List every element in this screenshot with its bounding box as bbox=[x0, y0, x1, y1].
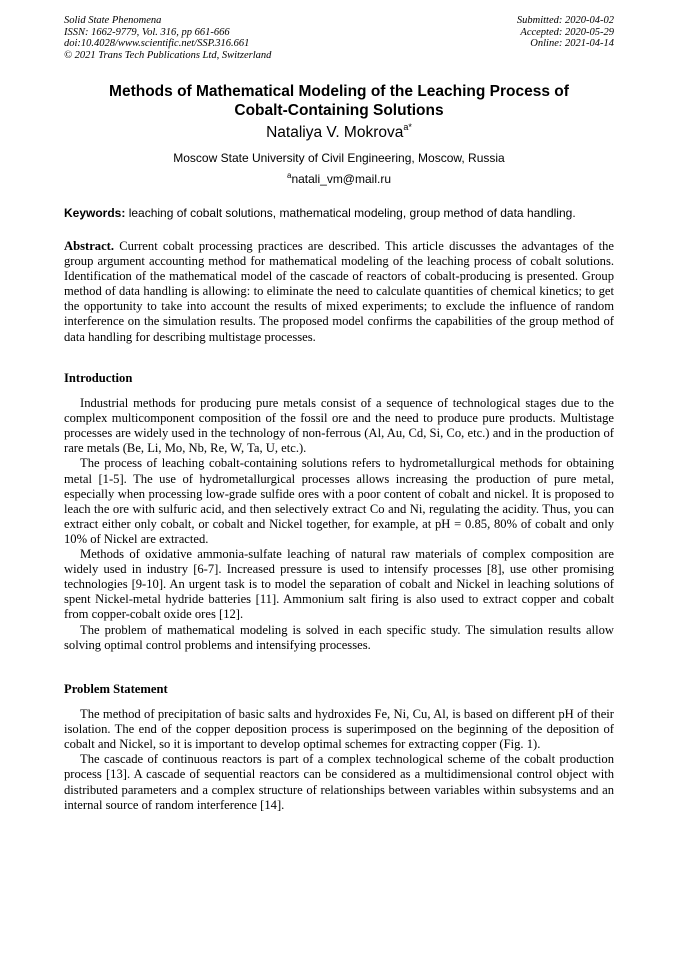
paragraph: The process of leaching cobalt-containing solutions refers to hydrometallurgical methods for obtaining metal [1-5]. The use of hydrometallurgical processes allows increasing the production of pure metal, especially when processing low-grade sulfide ores with a poor content of cobalt and nickel. It is proposed to leach the ore with sulfuric acid, and then selectively extract Co and Ni, regulating the acidity. Thus, you can extract either only cobalt, or cobalt and Nickel together, for example, at pH = 0.85, 80% of cobalt and only 10% of Nickel are extracted. bbox=[64, 456, 614, 546]
journal-info bbox=[64, 15, 271, 61]
paper-title bbox=[64, 82, 614, 120]
introduction-section bbox=[64, 371, 614, 653]
author bbox=[64, 124, 614, 142]
keywords-text: leaching of cobalt solutions, mathematical modeling, group method of data handling. bbox=[128, 206, 576, 220]
paragraph: The cascade of continuous reactors is part of a complex technological scheme of the cobalt production process [13]. A cascade of sequential reactors can be considered as a multidimensional control object with distributed parameters and a complex structure of relationships between variables within subsystems and an internal source of random interference [14]. bbox=[64, 752, 614, 812]
keywords bbox=[64, 206, 624, 220]
journal-name: Solid State Phenomena bbox=[64, 15, 162, 26]
title-line-2: Cobalt-Containing Solutions bbox=[234, 102, 444, 119]
submitted-date: Submitted: 2020-04-02 bbox=[516, 15, 614, 26]
accepted-date: Accepted: 2020-05-29 bbox=[520, 26, 614, 38]
paragraph: The problem of mathematical modeling is solved in each specific study. The simulation results allow solving optimal control problems and intensifying processes. bbox=[64, 622, 614, 652]
problem-statement-heading: Problem Statement bbox=[64, 682, 168, 696]
abstract-label: Abstract. bbox=[64, 239, 115, 253]
title-line-1: Methods of Mathematical Modeling of the Leaching Process of bbox=[109, 83, 569, 100]
keywords-label: Keywords: bbox=[64, 206, 126, 220]
introduction-heading: Introduction bbox=[64, 371, 133, 385]
paragraph: Industrial methods for producing pure metals consist of a sequence of technological stages due to the complex multicomponent composition of the fossil ore and the need to produce pure products. Multistage processes are widely used in the technology of non-ferrous (Al, Au, Cd, Si, Co, etc.) and in the production of rare metals (Be, Li, Mo, Nb, Re, W, Ta, U, etc.). bbox=[64, 396, 614, 456]
affiliation: Moscow State University of Civil Engineering, Moscow, Russia bbox=[173, 151, 505, 165]
email-marker: a bbox=[287, 171, 292, 180]
copyright-line: © 2021 Trans Tech Publications Ltd, Switzerland bbox=[64, 49, 272, 61]
paragraph: The method of precipitation of basic salts and hydroxides Fe, Ni, Cu, Al, is based on different pH of their isolation. The end of the copper deposition process is superimposed on the beginning of the deposition of cobalt and Nickel, so it is important to develop optimal schemes for extracting copper (Fig. 1). bbox=[64, 707, 614, 752]
doi-line: doi:10.4028/www.scientific.net/SSP.316.661 bbox=[64, 38, 250, 49]
abstract bbox=[64, 239, 614, 345]
author-email bbox=[64, 172, 614, 186]
publication-dates bbox=[517, 15, 614, 50]
issn-line: ISSN: 1662-9779, Vol. 316, pp 661-666 bbox=[64, 26, 230, 38]
email-address: natali_vm@mail.ru bbox=[291, 172, 391, 186]
author-name: Nataliya V. Mokrova bbox=[266, 124, 404, 141]
author-marker: a* bbox=[403, 122, 412, 132]
paragraph: Methods of oxidative ammonia-sulfate leaching of natural raw materials of complex composition are widely used in industry [6-7]. Increased pressure is used to intensify processes [8], use other promising technologies [9-10]. An urgent task is to model the separation of cobalt and Nickel in leaching solutions of spent Nickel-metal hydride batteries [11]. Ammonium salt firing is also used to extract copper and cobalt from copper-cobalt oxide ores [12]. bbox=[64, 547, 614, 622]
problem-statement-section bbox=[64, 682, 614, 813]
abstract-text: Current cobalt processing practices are described. This article discusses the advantages of the group argument accounting method for mathematical modeling of the leaching process of cobalt solutions. Identification of the mathematical model of the cascade of reactors of cobalt-producing is presented. Group method of data handling is allowing: to eliminate the need to calculate quantities of chemical kinetics; to get the opportunity to take into account the results of mixed experiments; to exclude the influence of random interference on the simulation results. The proposed model confirms the capabilities of the group method of data handling for describing multistage processes. bbox=[64, 239, 614, 344]
online-date: Online: 2021-04-14 bbox=[530, 38, 614, 49]
